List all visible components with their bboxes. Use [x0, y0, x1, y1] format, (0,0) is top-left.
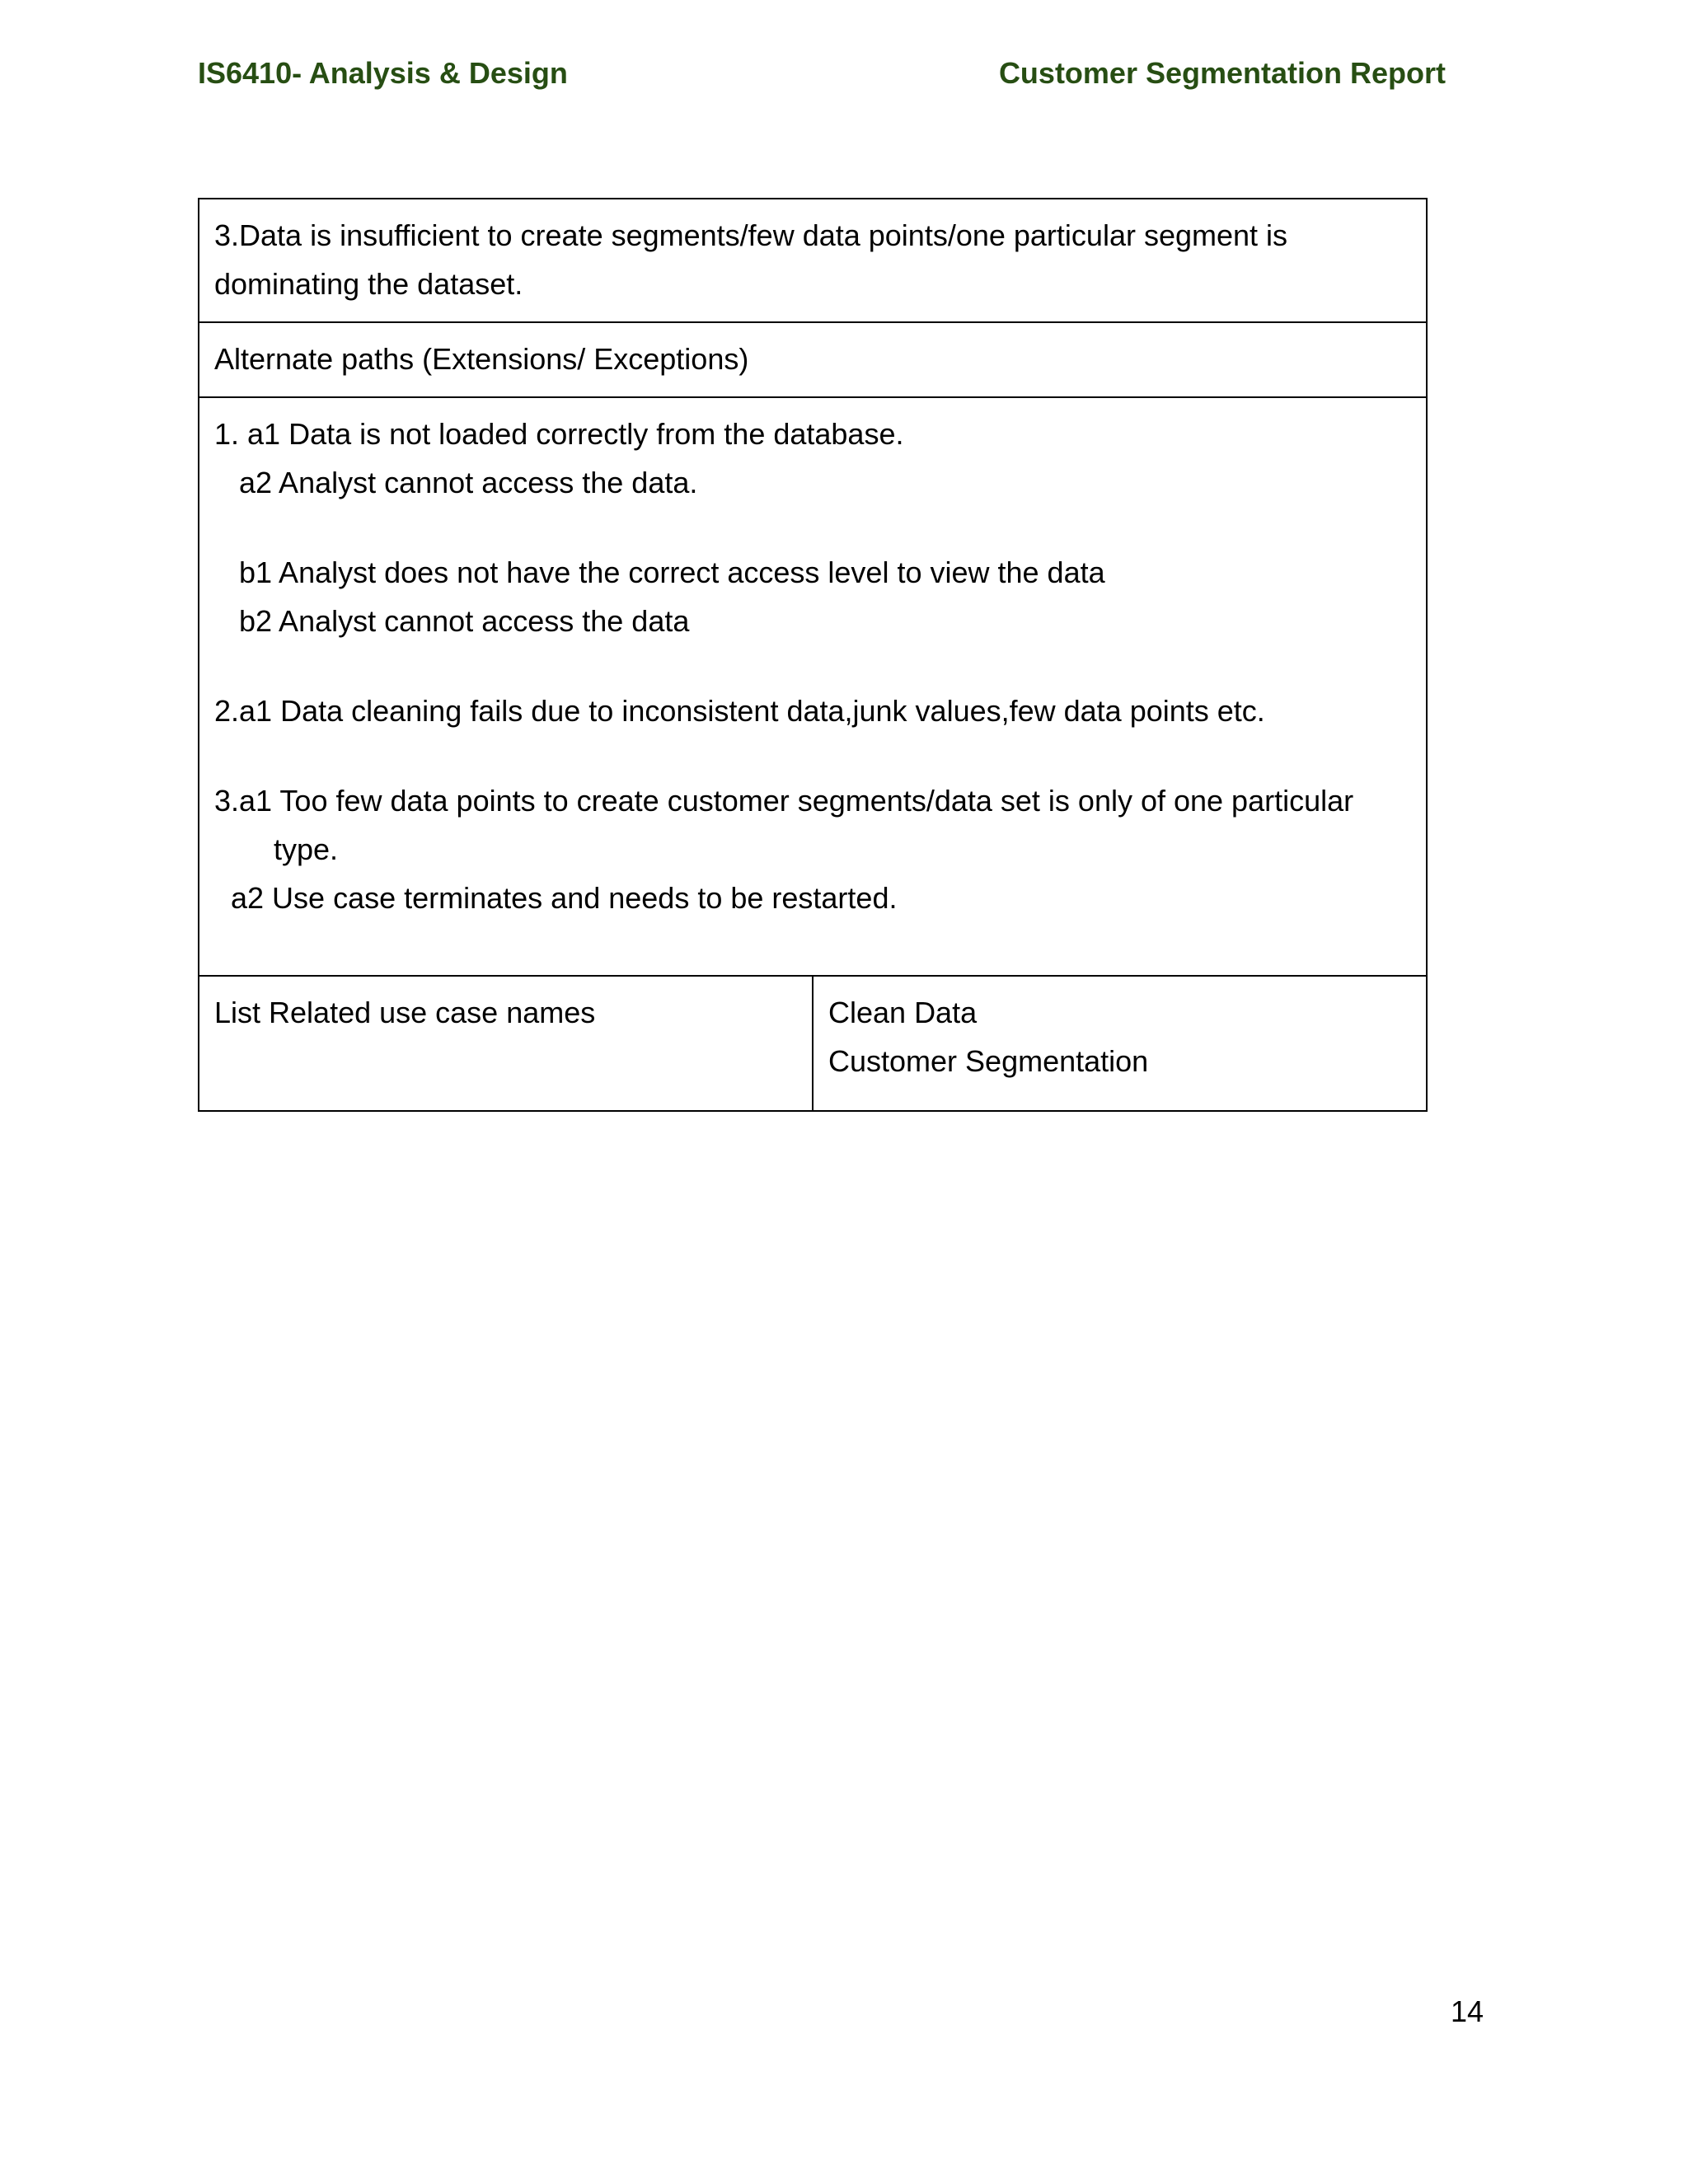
- related-use-case-item: Clean Data: [828, 996, 978, 1029]
- alt-path-3-a2: a2 Use case terminates and needs to be restarted.: [231, 881, 898, 915]
- header-report-title: Customer Segmentation Report: [998, 56, 1446, 90]
- table-row-alternate-paths: [199, 397, 1427, 976]
- page-number: 14: [1451, 1994, 1484, 2028]
- table-row-related-use-cases: [199, 976, 1427, 1111]
- alt-path-3-a1-line-1: 3.a1 Too few data points to create customer segments/data set is only of one particular: [214, 784, 1354, 818]
- alternate-paths-heading-text: Alternate paths (Extensions/ Exceptions): [214, 342, 749, 376]
- spacer: [214, 507, 1411, 548]
- insufficient-data-line-1: 3.Data is insufficient to create segments/few data points/one particular segment is: [214, 218, 1288, 252]
- use-case-table: [198, 198, 1428, 1112]
- alternate-paths-heading: [199, 322, 1427, 397]
- insufficient-data-cell: [199, 199, 1427, 322]
- alt-path-3-a1-line-2: type.: [274, 832, 339, 866]
- table-row-insufficient-data: [199, 199, 1427, 322]
- alternate-paths-cell: [199, 397, 1427, 976]
- spacer: [214, 645, 1411, 687]
- related-use-cases-values: [813, 976, 1427, 1111]
- insufficient-data-line-2: dominating the dataset.: [214, 267, 523, 301]
- alt-path-1-b2: b2 Analyst cannot access the data: [239, 604, 690, 638]
- alt-path-1-a2: a2 Analyst cannot access the data.: [239, 466, 698, 499]
- related-use-cases-label: [199, 976, 813, 1111]
- table-row-alternate-paths-heading: [199, 322, 1427, 397]
- related-use-case-item: Customer Segmentation: [828, 1044, 1149, 1078]
- alt-path-2-a1: 2.a1 Data cleaning fails due to inconsistent data,junk values,few data points etc.: [214, 694, 1265, 728]
- alt-path-1-a1: 1. a1 Data is not loaded correctly from the database.: [214, 417, 904, 451]
- spacer: [214, 735, 1411, 776]
- alt-path-1-b1: b1 Analyst does not have the correct access level to view the data: [239, 555, 1105, 589]
- header-course-title: IS6410- Analysis & Design: [198, 56, 568, 90]
- related-use-cases-label-text: List Related use case names: [214, 996, 596, 1029]
